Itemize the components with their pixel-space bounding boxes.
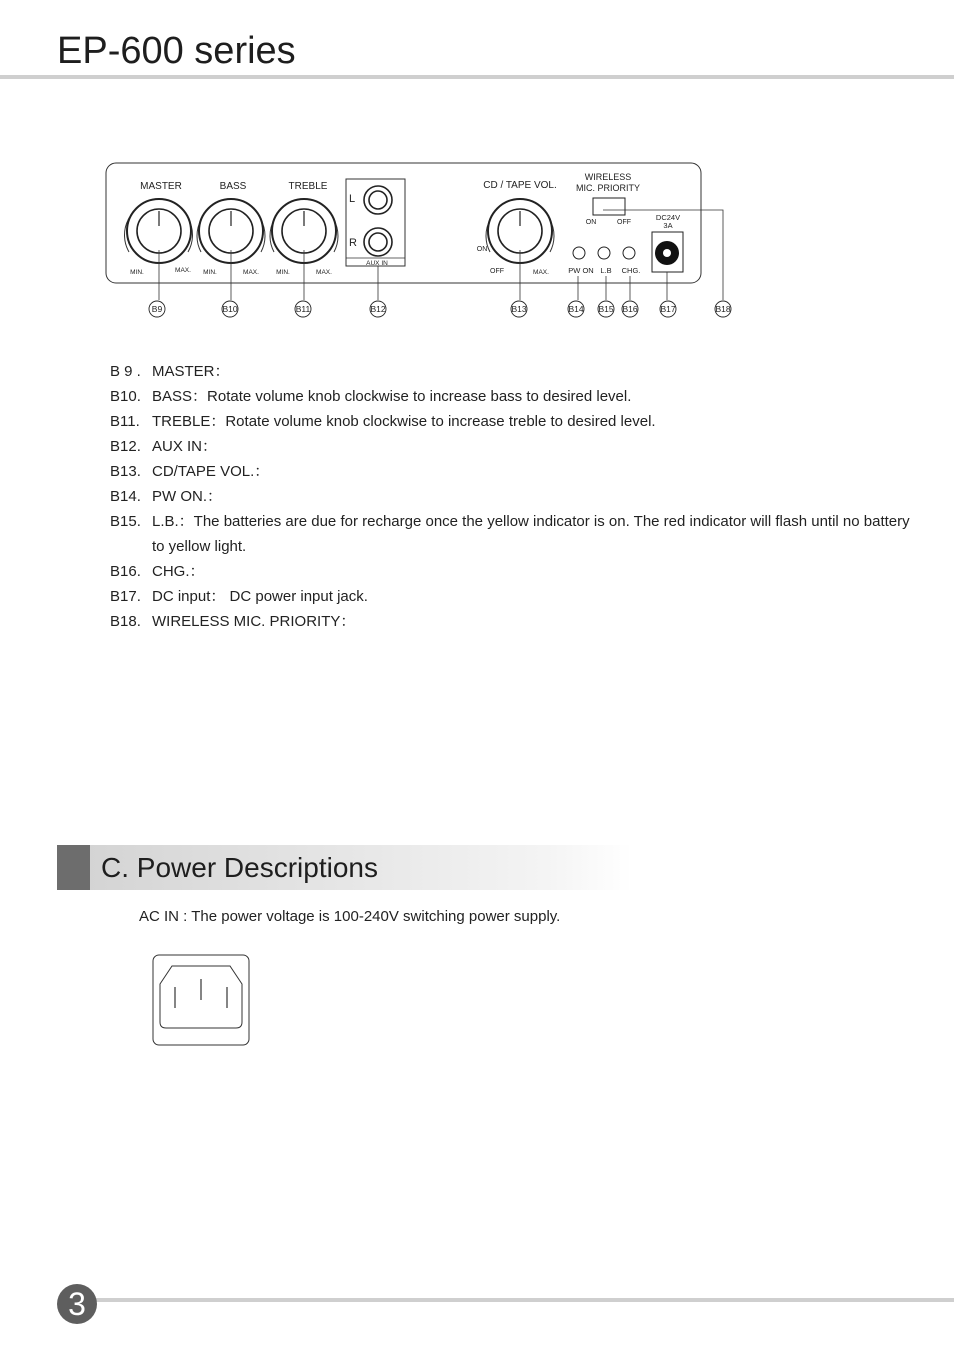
treble-knob[interactable] bbox=[270, 199, 338, 300]
rca-jack-icon[interactable] bbox=[364, 186, 392, 214]
svg-text:B9: B9 bbox=[151, 304, 163, 314]
dc-label-line1: DC24V bbox=[655, 213, 681, 222]
page-number: 3 bbox=[57, 1284, 97, 1324]
description-text: CHG.： bbox=[152, 563, 205, 580]
page-title: EP-600 series bbox=[57, 30, 296, 72]
description-item bbox=[110, 559, 910, 584]
rear-panel-diagram bbox=[0, 150, 954, 330]
cd-tape-off-label: OFF bbox=[490, 268, 504, 275]
header-divider bbox=[0, 75, 954, 79]
rca-jack-icon[interactable] bbox=[364, 228, 392, 256]
treble-label: TREBLE bbox=[288, 181, 328, 192]
footer-divider bbox=[95, 1298, 954, 1302]
cd-tape-max-label: MAX. bbox=[533, 269, 549, 276]
bass-max-label: MAX. bbox=[243, 269, 259, 276]
callout-b10 bbox=[222, 301, 238, 317]
treble-max-label: MAX. bbox=[316, 269, 332, 276]
description-code: B16. bbox=[110, 563, 141, 580]
svg-text:B16: B16 bbox=[622, 304, 638, 314]
description-item bbox=[110, 484, 910, 509]
lb-label: L.B bbox=[600, 266, 612, 275]
section-bar bbox=[57, 845, 90, 890]
dc-jack-icon[interactable] bbox=[652, 232, 683, 272]
description-item bbox=[110, 609, 910, 634]
callout-b15 bbox=[598, 301, 614, 317]
callout-b12 bbox=[370, 301, 386, 317]
description-code: B15. bbox=[110, 513, 141, 530]
master-knob[interactable] bbox=[125, 199, 193, 300]
description-item bbox=[110, 509, 910, 559]
cd-tape-vol-knob[interactable] bbox=[486, 199, 554, 300]
master-label: MASTER bbox=[140, 181, 182, 192]
svg-text:B18: B18 bbox=[715, 304, 731, 314]
ac-inlet-icon bbox=[150, 952, 254, 1048]
description-text: MASTER： bbox=[152, 363, 230, 380]
wireless-off-label: OFF bbox=[617, 219, 631, 226]
description-item bbox=[110, 359, 910, 384]
description-item bbox=[110, 434, 910, 459]
wireless-priority-switch[interactable] bbox=[593, 198, 625, 215]
description-text: DC input： DC power input jack. bbox=[152, 588, 368, 605]
description-text: CD/TAPE VOL.： bbox=[152, 463, 270, 480]
callout-b11 bbox=[295, 301, 311, 317]
description-item bbox=[110, 584, 910, 609]
description-text: L.B.：The batteries are due for recharge once the yellow indicator is on. The red indicator will flash until no battery to yellow light. bbox=[152, 513, 910, 555]
led-icon bbox=[573, 247, 585, 259]
wireless-label-line1: WIRELESS bbox=[584, 172, 632, 182]
cd-tape-on-label: ON bbox=[476, 246, 488, 253]
cd-tape-vol-label: CD / TAPE VOL. bbox=[483, 180, 557, 191]
svg-text:B17: B17 bbox=[660, 304, 676, 314]
bass-knob[interactable] bbox=[197, 199, 265, 300]
description-code: B17. bbox=[110, 588, 141, 605]
svg-text:B13: B13 bbox=[511, 304, 527, 314]
description-text: TREBLE：Rotate volume knob clockwise to increase treble to desired level. bbox=[152, 413, 656, 430]
description-text: BASS：Rotate volume knob clockwise to increase bass to desired level. bbox=[152, 388, 632, 405]
callout-b9 bbox=[149, 301, 165, 317]
chg-label: CHG. bbox=[621, 266, 641, 275]
treble-min-label: MIN. bbox=[276, 269, 290, 276]
master-min-label: MIN. bbox=[130, 269, 144, 276]
description-code: B10. bbox=[110, 388, 141, 405]
pw-on-label: PW ON bbox=[568, 266, 594, 275]
description-code: B 9 . bbox=[110, 363, 141, 380]
callout-b18 bbox=[715, 301, 731, 317]
control-descriptions bbox=[110, 359, 910, 634]
master-max-label: MAX. bbox=[175, 267, 191, 274]
svg-text:B10: B10 bbox=[222, 304, 238, 314]
aux-left-label: L bbox=[349, 193, 356, 205]
led-icon bbox=[598, 247, 610, 259]
description-code: B18. bbox=[110, 613, 141, 630]
description-code: B14. bbox=[110, 488, 141, 505]
section-header bbox=[57, 845, 632, 890]
description-text: PW ON.： bbox=[152, 488, 222, 505]
aux-right-label: R bbox=[349, 237, 357, 249]
callout-b13 bbox=[511, 301, 527, 317]
callout-b17 bbox=[660, 301, 676, 317]
svg-text:B11: B11 bbox=[295, 304, 311, 314]
ac-in-description: AC IN : The power voltage is 100-240V switching power supply. bbox=[139, 908, 561, 925]
description-item bbox=[110, 409, 910, 434]
wireless-on-label: ON bbox=[585, 219, 597, 226]
description-item bbox=[110, 384, 910, 409]
svg-text:B15: B15 bbox=[598, 304, 614, 314]
callout-b14 bbox=[568, 301, 584, 317]
svg-text:B12: B12 bbox=[370, 304, 386, 314]
bass-label: BASS bbox=[219, 181, 247, 192]
wireless-label-line2: MIC. PRIORITY bbox=[575, 183, 641, 193]
description-item bbox=[110, 459, 910, 484]
aux-in-label: AUX IN bbox=[366, 260, 388, 267]
description-code: B13. bbox=[110, 463, 141, 480]
description-code: B11. bbox=[110, 413, 140, 430]
section-title: C. Power Descriptions bbox=[101, 852, 378, 883]
callout-b16 bbox=[622, 301, 638, 317]
bass-min-label: MIN. bbox=[203, 269, 217, 276]
dc-label-line2: 3A bbox=[663, 221, 673, 230]
description-text: WIRELESS MIC. PRIORITY： bbox=[152, 613, 356, 630]
svg-text:B14: B14 bbox=[568, 304, 584, 314]
description-text: AUX IN： bbox=[152, 438, 218, 455]
led-icon bbox=[623, 247, 635, 259]
description-code: B12. bbox=[110, 438, 141, 455]
